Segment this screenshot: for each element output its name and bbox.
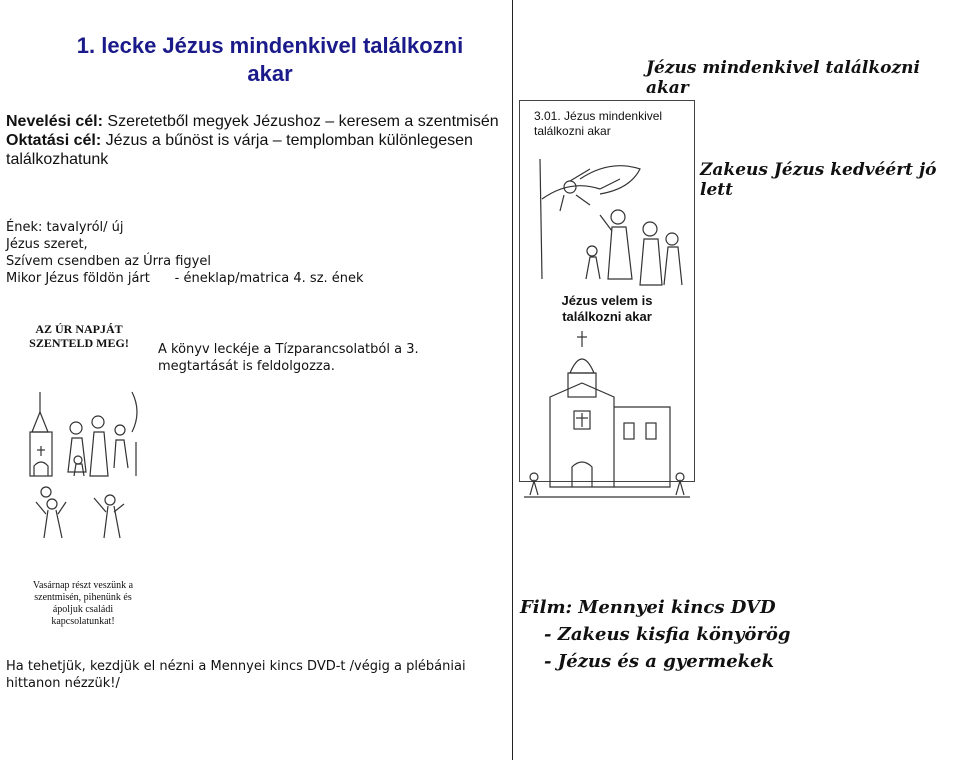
film-note: Ha tehetjük, kezdjük el nézni a Mennyei kincs DVD-t /végig a plébániai hittanon nézzük!/ — [6, 659, 466, 691]
church-family-illustration — [24, 352, 144, 542]
film-item: - Jézus és a gyermekek — [544, 651, 775, 672]
lesson-goals — [6, 112, 506, 169]
commandment-card-caption: Vasárnap részt veszünk a szentmisén, pihenünk és ápoljuk családi kapcsolatunkat! — [32, 580, 134, 627]
song-line: Jézus szeret, — [6, 237, 88, 252]
educational-goal: Nevelési cél: Szeretetből megyek Jézushoz – keresem a szentmisén — [6, 113, 499, 130]
commandment-card-heading: AZ ÚR NAPJÁT SZENTELD MEG! — [29, 322, 129, 350]
lesson-card — [519, 100, 695, 482]
film-title: Film: Mennyei kincs DVD — [520, 597, 776, 618]
song-line: Szívem csendben az Úrra figyel — [6, 254, 211, 269]
zakeus-caption: Zakeus Jézus kedvéért jó lett — [700, 160, 937, 200]
book-note: A könyv leckéje a Tízparancsolatból a 3. megtartását is feldolgozza. — [158, 342, 419, 374]
zacchaeus-tree-illustration — [520, 139, 694, 289]
lesson-card-caption: Jézus velem is találkozni akar — [561, 293, 653, 324]
film-item: - Zakeus kisfia könyörög — [544, 624, 791, 645]
page-divider — [512, 0, 513, 760]
right-title: Jézus mindenkivel találkozni akar — [646, 58, 920, 98]
commandment-card — [24, 322, 144, 627]
song-list — [6, 219, 364, 287]
church-illustration — [520, 327, 694, 507]
song-line: Ének: tavalyról/ új — [6, 220, 124, 235]
film-list — [520, 594, 791, 675]
lesson-card-header: 3.01. Jézus mindenkivel találkozni akar — [534, 109, 663, 138]
song-line: Mikor Jézus földön járt - éneklap/matrica 4. sz. ének — [6, 271, 364, 286]
teaching-goal: Oktatási cél: Jézus a bűnöst is várja – templomban különlegesen találkozhatunk — [6, 132, 473, 168]
lesson-title: 1. lecke Jézus mindenkivel találkozni akar — [76, 33, 464, 86]
